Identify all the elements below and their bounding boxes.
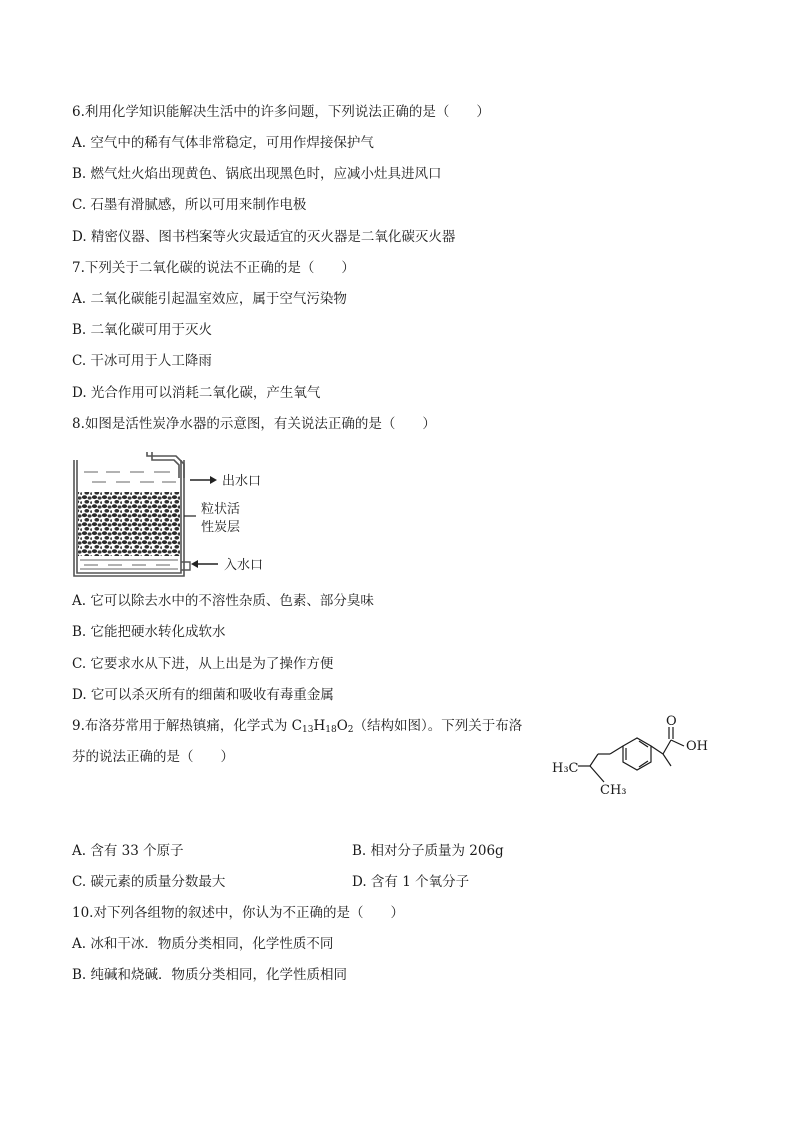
q8-option-a: A. 它可以除去水中的不溶性杂质、色素、部分臭味: [72, 593, 374, 609]
q9-stem-start: 9.布洛芬常用于解热镇痛，化学式为 C: [72, 718, 303, 734]
carbon-layer-label-line1: 粒状活: [201, 502, 241, 517]
q9-option-d: D. 含有 1 个氧分子: [352, 874, 470, 890]
q10-option-a: A. 冰和干冰．物质分类相同，化学性质不同: [72, 936, 334, 952]
water-purifier-diagram: [72, 450, 312, 582]
q8-stem: 8.如图是活性炭净水器的示意图，有关说法正确的是（ ）: [72, 416, 436, 432]
q9-option-b: B. 相对分子质量为 206g: [352, 843, 504, 859]
inlet-label: 入水口: [224, 558, 264, 573]
q7-option-b: B. 二氧化碳可用于灭火: [72, 322, 213, 338]
q10-stem: 10.对下列各组物的叙述中，你认为不正确的是（ ）: [72, 905, 404, 921]
formula-o: O: [336, 718, 348, 734]
q6-option-a: A. 空气中的稀有气体非常稳定，可用作焊接保护气: [72, 135, 374, 151]
ibuprofen-structure: [548, 712, 738, 802]
q7-stem: 7.下列关于二氧化碳的说法不正确的是（ ）: [72, 260, 355, 276]
inlet-arrow-icon: [191, 560, 218, 568]
hydroxyl-label: OH: [686, 739, 708, 754]
q8-option-d: D. 它可以杀灭所有的细菌和吸收有毒重金属: [72, 687, 334, 703]
outlet-arrow-icon: [190, 476, 217, 484]
q9-option-a: A. 含有 33 个原子: [72, 843, 184, 859]
formula-h: H: [313, 718, 326, 734]
q8-option-c: C. 它要求水从下进，从上出是为了操作方便: [72, 656, 334, 672]
carbon-layer-label-line2: 性炭层: [201, 520, 241, 535]
q6-stem: 6.利用化学知识能解决生活中的许多问题，下列说法正确的是（ ）: [72, 104, 490, 120]
inlet-water-layer: [80, 560, 178, 569]
q9-stem-line1: [72, 717, 522, 735]
bottom-methyl-label: CH₃: [600, 783, 627, 798]
activated-carbon-layer: [78, 492, 180, 556]
q7-option-a: A. 二氧化碳能引起温室效应，属于空气污染物: [72, 291, 347, 307]
q6-option-c: C. 石墨有滑腻感，所以可用来制作电极: [72, 197, 307, 213]
carbonyl-oxygen-label: O: [666, 714, 677, 729]
outlet-pipe: [147, 452, 184, 478]
formula-sub-h: 18: [325, 725, 337, 735]
left-methyl-label: H₃C: [552, 761, 579, 776]
formula-sub-c: 13: [302, 725, 314, 735]
q7-option-c: C. 干冰可用于人工降雨: [72, 353, 212, 369]
q6-option-d: D. 精密仪器、图书档案等火灾最适宜的灭火器是二氧化碳灭火器: [72, 229, 456, 245]
q7-option-d: D. 光合作用可以消耗二氧化碳，产生氧气: [72, 385, 321, 401]
q6-option-b: B. 燃气灶火焰出现黄色、锅底出现黑色时，应减小灶具进风口: [72, 166, 442, 182]
q9-stem-end: （结构如图）。下列关于布洛: [353, 718, 523, 734]
formula-sub-o: 2: [347, 725, 354, 735]
q9-option-c: C. 碳元素的质量分数最大: [72, 874, 226, 890]
q8-option-b: B. 它能把硬水转化成软水: [72, 624, 226, 640]
outlet-label: 出水口: [222, 474, 262, 489]
q10-option-b: B. 纯碱和烧碱．物质分类相同，化学性质相同: [72, 967, 348, 983]
clean-water-layer: [84, 472, 176, 482]
q9-stem-line2: 芬的说法正确的是（ ）: [72, 749, 234, 765]
